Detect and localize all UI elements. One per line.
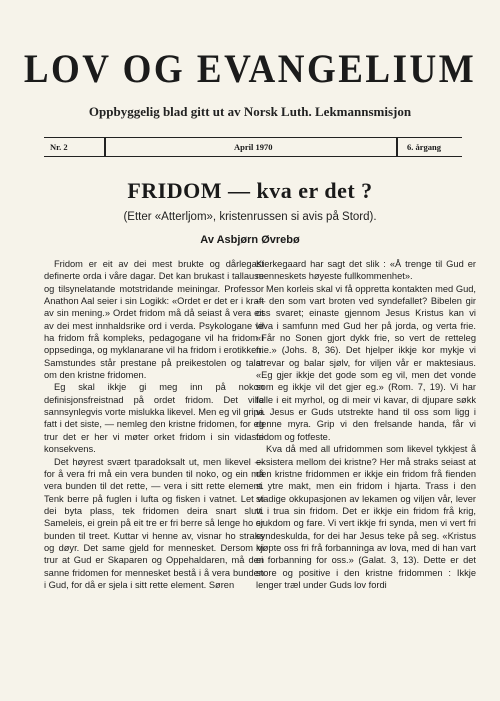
paragraph: Kva då med all ufridommen som likevel tykkjest å eksistera mellom dei kristne? Her må straks seiast at den kristne fridommen er ikkje ein fridom frå fienden si ytre makt, men ein fridom i hjarta. Trass i den stadige okkupasjonen av lekamen og viljen vår, lever vi i trua sin fridom. Det er ikkje ein fridom frå krig, sjukdom og fare. Vi vert ikkje fri synda, men vi vert fri syndeskulda, for dei har Jesus teke på seg. «Kristus kjøpte oss fri frå forbanninga av lova, med di han vart ei forbanning for oss.» (Galat. 3, 13). Dette er det store og positive i den kristne fridommen : Ikkje lenger træl under Guds lov fordi (256, 444, 476, 590)
paragraph: Det høyrest svært tparadoksalt ut, men likevel — for å vera fri må ein vera bunden til noko, og ein må vera bunden til det rette, — vera i sitt rette element. Tenk berre på fuglen i lufta og fisken i vatnet. Let vi dei byta plass, tek fridomen deira snart slutt. Sameleis, ei grein på eit tre er fri berre så lenge ho er bunden til treet. Kuttar vi henne av, visnar ho straks og døyr. Det same gjeld for mennesket. Dersom vi trur at Gud er Skaparen og Oppehaldaren, må den sanne fridomen for mennesket bestå i å vera bunden i Gud, for då er sjela i sitt rette element. Søren (44, 456, 264, 590)
article-author: Av Asbjørn Øvrebø (200, 234, 300, 246)
article-column-left (44, 258, 264, 591)
article-title: FRIDOM — kva er det ? (127, 178, 373, 203)
issue-number: Nr. 2 (50, 142, 68, 152)
issue-bar (44, 137, 462, 157)
paragraph: Eg skal ikkje gi meg inn på nokon definisjonsfreistnad på ordet fridom. Det ville sannsynlegvis vorte mislukka likevel. Men eg vil gripa fatt i det siste, — nemleg den kristne fridomen, for eg trur det er her vi møter orket fridom i sin vidaste konsekvens. (44, 382, 264, 455)
article-column-right (256, 258, 476, 591)
issue-volume: 6. årgang (407, 142, 441, 152)
paragraph: Fridom er eit av dei mest brukte og dårlegast definerte orda i våre dagar. Det kan brukast i tallause og tilsynelatande motstridande meiningar. Professor Anathon Aal seier i sin Logikk: «Ordet er det er i kraft av sin mening.» Ordet fridom må då seiast å vera eit av dei mest innhaldsrike ord i verda. Psykologane vil ha fridom frå kompleks, pedagogane vil ha fridom i oppsedinga, og myklanarane vil ha fridom i erotikken. Samstundes står prestane på preikestolen og talar om den kristne fridomen. (44, 259, 264, 381)
paragraph: Men korleis skal vi få oppretta kontakten med Gud, — den som vart broten ved syndefallet? Bibelen gir oss svaret; einaste gjennom Jesus Kristus kan vi leva i samfunn med Gud her på jorda, og verta frie. «Får no Sonen gjort dykk frie, so vert de retteleg frie.» (Johs. 8, 36). Det hjelper ikkje kor mykje vi strevar og balar sjølv, for viljen vår er maktesiaus. «Eg gjer ikkje det gode som eg vil, men det vonde som eg ikkje vil det gjer eg.» (Rom. 7, 19). Vi har falle i eit myrhol, og di meir vi kavar, di djupare søkk vi. Jesus er Guds utstrekte hand til oss som ligg i denne myra. Grip vi den frelsande handa, får vi fridom og fotfeste. (256, 283, 476, 442)
article-subtitle: (Etter «Atterljom», kristenrussen si avis på Stord). (123, 211, 377, 223)
paragraph: Kierkegaard har sagt det slik : «Å trenge til Gud er menneskets høyeste fullkommenhet». (256, 259, 476, 282)
issue-bar-divider (396, 138, 398, 156)
masthead-title: LOV OG EVANGELIUM (23, 46, 477, 93)
issue-date: April 1970 (234, 142, 273, 152)
masthead-subtitle: Oppbyggelig blad gitt ut av Norsk Luth. Lekmannsmisjon (88, 104, 412, 119)
issue-bar-divider (104, 138, 106, 156)
